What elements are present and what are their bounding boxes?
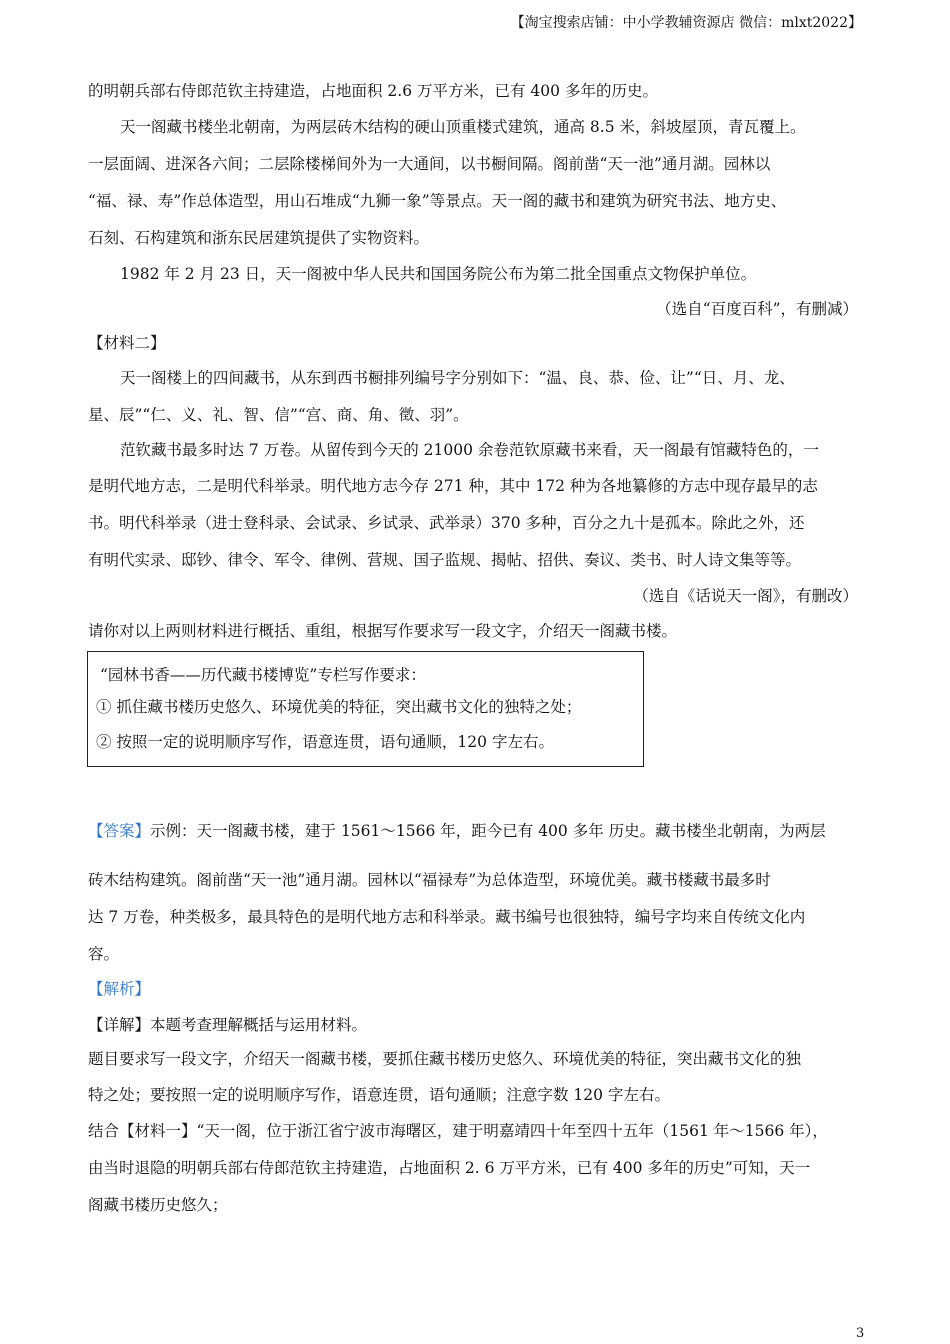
- paragraph-line: 1982 年 2 月 23 日，天一阁被中华人民共和国国务院公布为第二批全国重点文物保护单位。: [120, 265, 757, 283]
- answer-line: 容。: [88, 945, 120, 963]
- instruction-text: 请你对以上两则材料进行概括、重组，根据写作要求写一段文字，介绍天一阁藏书楼。: [88, 622, 678, 640]
- section-title: 【材料二】: [88, 334, 166, 352]
- analysis-line: 题目要求写一段文字，介绍天一阁藏书楼，要抓住藏书楼历史悠久、环境优美的特征，突出藏书文化的独: [88, 1050, 802, 1068]
- analysis-line: 阁藏书楼历史悠久；: [88, 1196, 228, 1214]
- requirement-item: ① 抓住藏书楼历史悠久、环境优美的特征，突出藏书文化的独特之处；: [96, 698, 582, 716]
- shop-header: 【淘宝搜索店铺：中小学教辅资源店 微信：mlxt2022】: [510, 15, 862, 31]
- answer-line: [88, 821, 826, 841]
- paragraph-line: 是明代地方志，二是明代科举录。明代地方志今存 271 种，其中 172 种为各地纂修的方志中现存最早的志: [88, 477, 818, 495]
- page-number: 3: [856, 1326, 865, 1341]
- paragraph-line: 的明朝兵部右侍郎范钦主持建造，占地面积 2.6 万平方米，已有 400 多年的历史。: [88, 82, 658, 100]
- analysis-label: 【解析】: [88, 980, 151, 998]
- analysis-line: 结合【材料一】“天一阁，位于浙江省宁波市海曙区，建于明嘉靖四十年至四十五年（1561 年～1566 年），: [88, 1122, 828, 1140]
- paragraph-line: 范钦藏书最多时达 7 万卷。从留传到今天的 21000 余卷范钦原藏书来看，天一阁最有馆藏特色的，一: [120, 441, 819, 459]
- paragraph-line: 有明代实录、邸钞、律令、军令、律例、营规、国子监规、揭帖、招供、奏议、类书、时人诗文集等等。: [88, 551, 802, 569]
- requirements-box: [87, 651, 644, 767]
- analysis-line: 特之处；要按照一定的说明顺序写作，语意连贯，语句通顺；注意字数 120 字左右。: [88, 1086, 670, 1104]
- answer-text: 示例：天一阁藏书楼，建于 1561～1566 年，距今已有 400 多年 历史。藏书楼坐北朝南，为两层: [150, 822, 826, 840]
- answer-label: 【答案】: [88, 822, 151, 840]
- source-citation: （选自“百度百科”，有删减）: [656, 300, 858, 318]
- paragraph-line: 一层面阔、进深各六间；二层除楼梯间外为一大通间，以书橱间隔。阁前凿“天一池”通月湖。园林以: [88, 155, 771, 173]
- paragraph-line: 星、辰”“仁、义、礼、智、信”“宫、商、角、徵、羽”。: [88, 406, 469, 424]
- answer-line: 达 7 万卷，种类极多，最具特色的是明代地方志和科举录。藏书编号也很独特，编号字均来自传统文化内: [88, 908, 806, 926]
- requirement-item: ② 按照一定的说明顺序写作，语意连贯，语句通顺，120 字左右。: [96, 733, 554, 751]
- paragraph-line: 天一阁藏书楼坐北朝南，为两层砖木结构的硬山顶重楼式建筑，通高 8.5 米，斜坡屋顶，青瓦覆上。: [120, 118, 806, 136]
- paragraph-line: 石刻、石构建筑和浙东民居建筑提供了实物资料。: [88, 229, 430, 247]
- requirements-title: “园林书香——历代藏书楼博览”专栏写作要求：: [100, 666, 426, 684]
- answer-line: 砖木结构建筑。阁前凿“天一池”通月湖。园林以“福禄寿”为总体造型，环境优美。藏书楼藏书最多时: [88, 871, 771, 889]
- analysis-line: 由当时退隐的明朝兵部右侍郎范钦主持建造，占地面积 2. 6 万平方米，已有 400 多年的历史”可知，天一: [88, 1159, 811, 1177]
- detail-line: 【详解】本题考查理解概括与运用材料。: [88, 1016, 368, 1034]
- paragraph-line: 书。明代科举录（进士登科录、会试录、乡试录、武举录）370 多种，百分之九十是孤本。除此之外，还: [88, 514, 805, 532]
- paragraph-line: 天一阁楼上的四间藏书，从东到西书橱排列编号字分别如下：“温、良、恭、俭、让”“日、月、龙、: [120, 369, 795, 387]
- source-citation: （选自《话说天一阁》，有删改）: [633, 587, 858, 605]
- paragraph-line: “福、禄、寿”作总体造型，用山石堆成“九狮一象”等景点。天一阁的藏书和建筑为研究书法、地方史、: [88, 192, 787, 210]
